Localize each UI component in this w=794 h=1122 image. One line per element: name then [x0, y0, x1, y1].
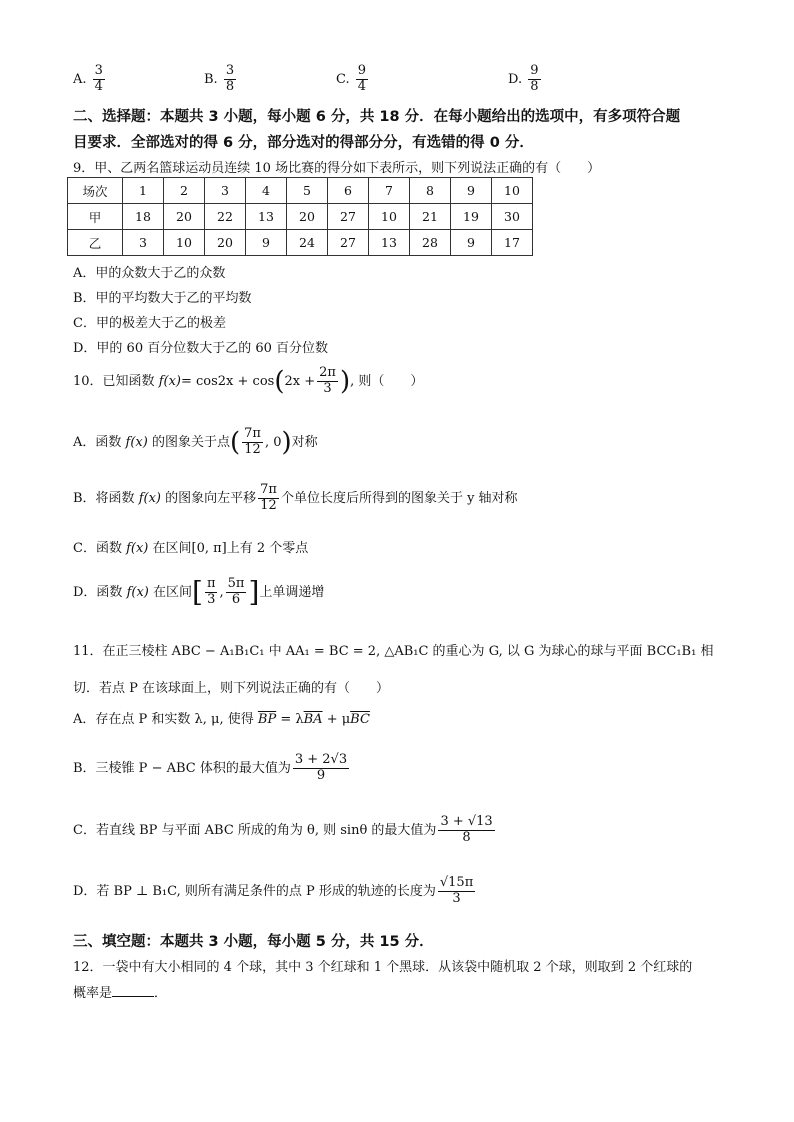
q12-stem-line2: 概率是 ． — [73, 986, 168, 1001]
section2-heading-line1: 二、选择题：本题共 3 小题，每小题 6 分，共 18 分．在每小题给出的选项中，有多项符合题 — [73, 109, 681, 125]
q11-stem-line2: 切．若点 P 在该球面上，则下列说法正确的有（ ） — [73, 681, 390, 696]
table-header-label: 场次 — [68, 178, 123, 204]
table-cell: 10 — [164, 230, 205, 256]
table-cell: 9 — [451, 230, 492, 256]
q10-option-c: C．函数 f(x) 在区间[0, π]上有 2 个零点 — [73, 541, 309, 556]
q8-option-a: A. $\frac{3}{4}$ — [73, 63, 103, 94]
table-cell: 8 — [410, 178, 451, 204]
q8-option-d: D. $\frac{9}{8}$ — [508, 63, 539, 94]
q11-option-b: B．三棱锥 P − ABC 体积的最大值为 $\frac{3 + 2√3}{9}$ — [73, 752, 348, 783]
table-row-label: 甲 — [68, 204, 123, 230]
q10d-fraction-2: $\frac{5\pi}{6}$ — [227, 576, 245, 607]
table-cell: 6 — [328, 178, 369, 204]
table-cell: 13 — [246, 204, 287, 230]
q9-option-d: D．甲的 60 百分位数大于乙的 60 百分位数 — [73, 341, 329, 356]
q9-option-a: A．甲的众数大于乙的众数 — [73, 266, 226, 281]
score-table — [67, 177, 533, 256]
table-cell: 27 — [328, 230, 369, 256]
q10a-fraction: $\frac{7\pi}{12}$ — [244, 426, 261, 457]
q9-option-b: B．甲的平均数大于乙的平均数 — [73, 291, 252, 306]
q10-option-b: B．将函数 f(x) 的图象向左平移 $\frac{7\pi}{12}$ 个单位长度后所得到的图象关于 y 轴对称 — [73, 482, 518, 513]
table-cell: 18 — [123, 204, 164, 230]
q8-option-c-fraction: $\frac{9}{4}$ — [357, 63, 367, 94]
table-cell: 20 — [164, 204, 205, 230]
q9-option-c: C．甲的极差大于乙的极差 — [73, 316, 226, 331]
table-cell: 4 — [246, 178, 287, 204]
table-row — [68, 230, 533, 256]
q8-option-a-fraction: $\frac{3}{4}$ — [94, 63, 103, 94]
table-cell: 10 — [369, 204, 410, 230]
q10-option-a: A．函数 f(x) 的图象关于点( $\frac{7\pi}{12}$ , 0)对称 — [73, 426, 318, 458]
q11-option-a: A．存在点 P 和实数 λ, μ, 使得 $\overline{BP} = \lambda\overline{BA} + \mu\overline{BC}$ — [73, 712, 370, 727]
table-cell: 3 — [123, 230, 164, 256]
table-cell: 17 — [492, 230, 533, 256]
q11-option-d: D．若 BP ⊥ B₁C, 则所有满足条件的点 P 形成的轨迹的长度为 $\frac{√15\pi}{3}$ — [73, 875, 474, 906]
q10d-fraction-1: $\frac{\pi}{3}$ — [206, 576, 216, 607]
table-cell: 1 — [123, 178, 164, 204]
table-cell: 3 — [205, 178, 246, 204]
q10-stem: 10．已知函数 f(x)= cos2x + cos(2x + $\frac{2\pi}{3}$ ), 则（ ） — [73, 365, 424, 397]
q10b-fraction: $\frac{7\pi}{12}$ — [260, 482, 277, 513]
table-cell: 27 — [328, 204, 369, 230]
q8-option-c: C. $\frac{9}{4}$ — [336, 63, 367, 94]
table-cell: 30 — [492, 204, 533, 230]
table-cell: 10 — [492, 178, 533, 204]
section2-heading-line2: 目要求．全部选对的得 6 分，部分选对的得部分分，有选错的得 0 分． — [73, 135, 534, 151]
table-cell: 7 — [369, 178, 410, 204]
table-cell: 28 — [410, 230, 451, 256]
table-row — [68, 204, 533, 230]
table-header-row — [68, 178, 533, 204]
table-row-label: 乙 — [68, 230, 123, 256]
q10-option-d: D．函数 f(x) 在区间[ $\frac{\pi}{3}$ , $\frac{5\pi}{6}$ ]上单调递增 — [73, 575, 325, 609]
q12-stem-line1: 12．一袋中有大小相同的 4 个球，其中 3 个红球和 1 个黑球．从该袋中随机取 2 个球，则取到 2 个红球的 — [73, 960, 693, 975]
table-cell: 2 — [164, 178, 205, 204]
q8-option-d-fraction: $\frac{9}{8}$ — [530, 63, 539, 94]
table-cell: 20 — [205, 230, 246, 256]
table-cell: 5 — [287, 178, 328, 204]
table-cell: 19 — [451, 204, 492, 230]
table-cell: 21 — [410, 204, 451, 230]
q8-option-b: B. $\frac{3}{8}$ — [204, 63, 235, 94]
q10-fraction: $\frac{2\pi}{3}$ — [319, 365, 336, 396]
table-cell: 24 — [287, 230, 328, 256]
table-cell: 20 — [287, 204, 328, 230]
q11d-fraction: $\frac{√15\pi}{3}$ — [439, 875, 474, 906]
q11-option-c: C．若直线 BP 与平面 ABC 所成的角为 θ, 则 sinθ 的最大值为 $\frac{3 + √13}{8}$ — [73, 814, 493, 845]
q11c-fraction: $\frac{3 + √13}{8}$ — [440, 814, 493, 845]
table-cell: 9 — [246, 230, 287, 256]
q11-stem-line1: 11．在正三棱柱 ABC − A₁B₁C₁ 中 AA₁ = BC = 2, △AB₁C 的重心为 G, 以 G 为球心的球与平面 BCC₁B₁ 相 — [73, 644, 714, 659]
table-cell: 22 — [205, 204, 246, 230]
q11b-fraction: $\frac{3 + 2√3}{9}$ — [294, 752, 348, 783]
q8-option-b-fraction: $\frac{3}{8}$ — [225, 63, 235, 94]
table-cell: 9 — [451, 178, 492, 204]
answer-blank[interactable] — [112, 984, 154, 997]
q9-stem: 9．甲、乙两名篮球运动员连续 10 场比赛的得分如下表所示，则下列说法正确的有（ ） — [73, 161, 601, 176]
table-cell: 13 — [369, 230, 410, 256]
section3-heading: 三、填空题：本题共 3 小题，每小题 5 分，共 15 分． — [73, 934, 434, 950]
